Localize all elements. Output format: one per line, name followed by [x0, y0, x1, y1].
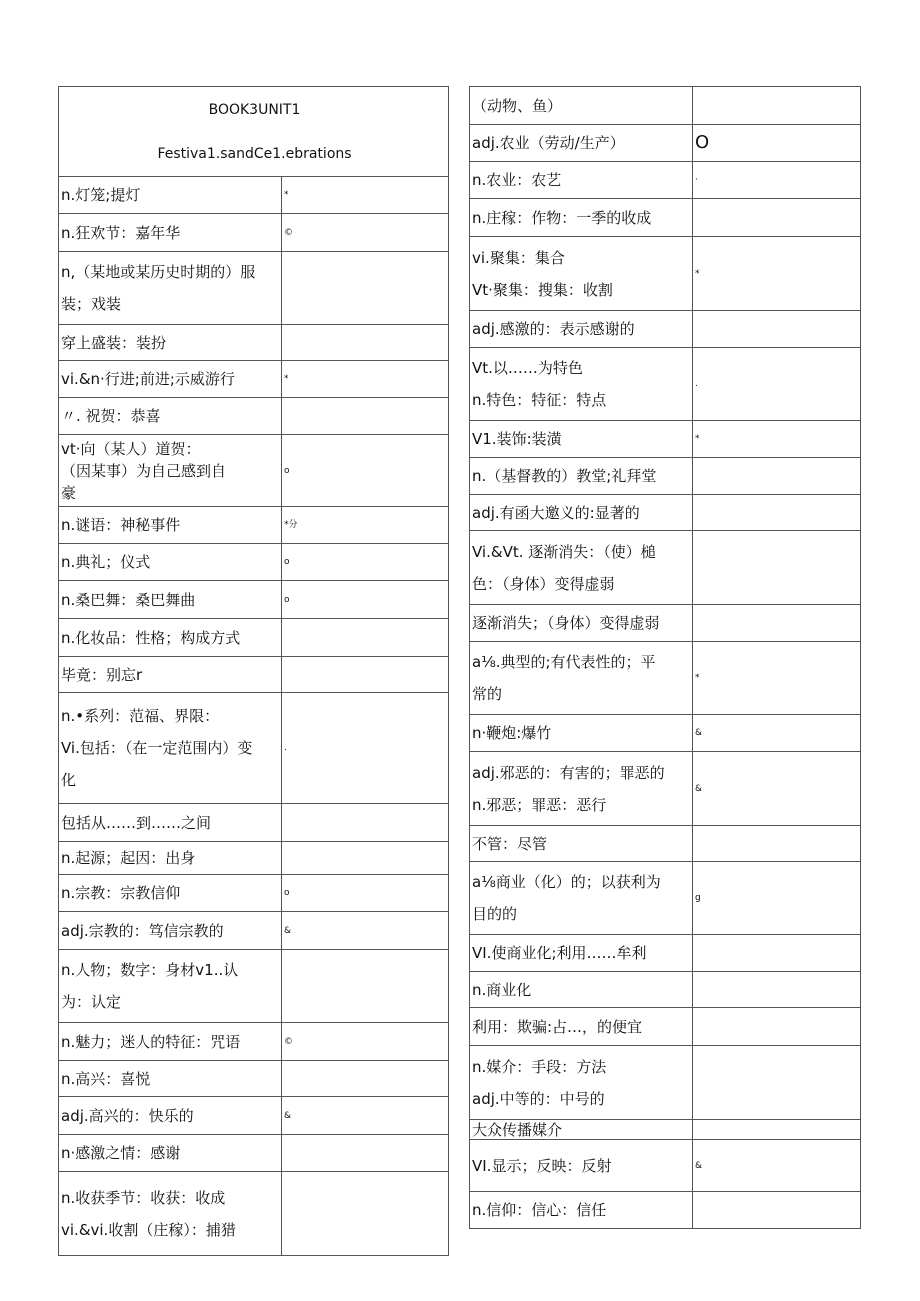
mark-cell: & — [282, 912, 449, 950]
mark-cell — [693, 495, 861, 531]
vocab-table-right — [469, 86, 861, 1229]
table-row — [59, 581, 449, 619]
term-cell — [470, 458, 693, 495]
mark-cell: o — [282, 581, 449, 619]
table-row — [470, 935, 861, 972]
term-cell — [470, 1046, 693, 1120]
term-line: 〃. 祝贺：恭喜 — [61, 407, 161, 425]
mark-cell — [693, 826, 861, 862]
term-cell — [59, 252, 282, 325]
table-row — [470, 1140, 861, 1192]
mark-cell — [282, 842, 449, 875]
table-row — [470, 87, 861, 125]
table-row — [59, 325, 449, 361]
term-cell — [59, 581, 282, 619]
table-row — [59, 252, 449, 325]
table-row — [470, 237, 861, 311]
mark-cell — [282, 619, 449, 657]
table-row — [59, 1097, 449, 1135]
table-row — [470, 1046, 861, 1120]
mark-cell: O — [693, 125, 861, 162]
term-cell — [59, 842, 282, 875]
term-cell — [470, 642, 693, 715]
term-cell — [470, 421, 693, 458]
mark-cell: * — [693, 421, 861, 458]
table-row — [59, 804, 449, 842]
term-cell — [59, 1061, 282, 1097]
term-line: n.特色：特征：特点 — [472, 391, 607, 409]
term-line: Vi.包括：（在一定范围内）变 — [61, 739, 253, 757]
table-row — [59, 619, 449, 657]
mark-cell: · — [693, 162, 861, 199]
term-cell — [470, 1192, 693, 1229]
term-cell — [470, 605, 693, 642]
term-cell — [59, 657, 282, 693]
term-line: n.商业化 — [472, 980, 532, 999]
term-line: Vt·聚集：搜集：收割 — [472, 280, 613, 299]
term-cell — [470, 125, 693, 162]
mark-cell: . — [282, 693, 449, 804]
mark-cell: * — [693, 642, 861, 715]
mark-cell: o — [282, 875, 449, 912]
term-line: Vt.以……为特色 — [472, 359, 583, 377]
table-row — [470, 1120, 861, 1140]
term-line: adj.中等的：中号的 — [472, 1089, 605, 1108]
table-row — [470, 826, 861, 862]
term-cell — [470, 311, 693, 348]
mark-cell — [693, 972, 861, 1008]
table-row — [59, 950, 449, 1023]
table-row — [59, 842, 449, 875]
term-line: 色：（身体）变得虚弱 — [472, 574, 615, 593]
term-line: adj.高兴的：快乐的 — [61, 1106, 194, 1125]
mark-cell: g — [693, 862, 861, 935]
term-cell — [59, 435, 282, 507]
term-cell — [59, 544, 282, 581]
table-row — [470, 752, 861, 826]
term-line: adj.农业（劳动/生产） — [472, 134, 625, 152]
term-cell — [59, 875, 282, 912]
mark-cell: & — [693, 715, 861, 752]
term-line: n.高兴：喜悦 — [61, 1069, 151, 1088]
term-cell — [470, 495, 693, 531]
term-line: 包括从……到……之间 — [61, 813, 212, 832]
table-row — [470, 495, 861, 531]
term-line: n·感激之情：感谢 — [61, 1144, 181, 1162]
mark-cell — [282, 1172, 449, 1256]
term-line: a⅛商业（化）的；以获利为 — [472, 873, 661, 891]
term-line: n.信仰：信心：信任 — [472, 1201, 607, 1219]
term-cell — [470, 87, 693, 125]
mark-cell: * — [282, 177, 449, 214]
mark-cell — [282, 325, 449, 361]
term-line: vi.&vi.收割（庄稼）：捕猎 — [61, 1220, 236, 1239]
table-row — [59, 435, 449, 507]
mark-cell — [693, 87, 861, 125]
term-line: n.邪恶；罪恶：恶行 — [472, 795, 607, 814]
term-cell — [470, 972, 693, 1008]
mark-cell — [282, 804, 449, 842]
term-line: n.媒介：手段：方法 — [472, 1057, 607, 1076]
term-line: n.人物；数字：身材v1..认 — [61, 961, 239, 979]
mark-cell — [282, 1135, 449, 1172]
table-row — [59, 1172, 449, 1256]
term-line: adj.有函大邀义的:显著的 — [472, 503, 640, 522]
term-line: （因某事）为自己感到自 — [61, 461, 227, 480]
table-row — [59, 544, 449, 581]
term-cell — [470, 935, 693, 972]
term-line: VI.使商业化;利用……牟利 — [472, 944, 647, 962]
mark-cell — [693, 1008, 861, 1046]
term-cell — [59, 1172, 282, 1256]
term-cell — [59, 398, 282, 435]
term-line: 目的的 — [472, 905, 518, 923]
term-line: vi.&n·行进;前进;示威游行 — [61, 370, 235, 388]
table-row — [59, 1023, 449, 1061]
term-line: 穿上盛装：装扮 — [61, 333, 167, 352]
term-line: n.（基督教的）教堂;礼拜堂 — [472, 467, 657, 485]
term-line: 毕竟：别忘r — [61, 665, 143, 684]
term-line: n·鞭炮:爆竹 — [472, 724, 552, 742]
term-cell — [59, 1023, 282, 1061]
term-cell — [59, 1097, 282, 1135]
mark-cell — [693, 199, 861, 237]
mark-cell: & — [693, 1140, 861, 1192]
table-row — [59, 1061, 449, 1097]
table-row — [470, 605, 861, 642]
term-cell — [470, 826, 693, 862]
table-row — [470, 162, 861, 199]
mark-cell — [693, 1192, 861, 1229]
table-row — [470, 458, 861, 495]
term-line: VI.显示；反映：反射 — [472, 1156, 612, 1175]
term-cell — [470, 752, 693, 826]
table-row — [59, 177, 449, 214]
term-line: （动物、鱼） — [472, 96, 563, 115]
table-row — [59, 1135, 449, 1172]
mark-cell — [693, 531, 861, 605]
term-cell — [470, 862, 693, 935]
mark-cell: * — [693, 237, 861, 311]
term-line: n.宗教：宗教信仰 — [61, 884, 181, 902]
mark-cell — [282, 950, 449, 1023]
table-row — [470, 972, 861, 1008]
table-row — [59, 214, 449, 252]
table-row — [470, 311, 861, 348]
mark-cell: . — [693, 348, 861, 421]
term-cell — [470, 1120, 693, 1140]
mark-cell — [282, 1061, 449, 1097]
mark-cell: o — [282, 544, 449, 581]
term-cell — [59, 950, 282, 1023]
term-line: n.•系列：范福、界限： — [61, 707, 220, 725]
term-line: n.狂欢节：嘉年华 — [61, 223, 181, 242]
term-cell — [470, 237, 693, 311]
term-cell — [59, 912, 282, 950]
mark-cell: * — [282, 361, 449, 398]
table-row — [470, 642, 861, 715]
term-cell — [59, 325, 282, 361]
table-row — [470, 862, 861, 935]
mark-cell: *分 — [282, 507, 449, 544]
term-line: adj.邪恶的：有害的；罪恶的 — [472, 763, 665, 782]
term-cell — [59, 177, 282, 214]
term-cell — [59, 361, 282, 398]
table-row — [470, 715, 861, 752]
mark-cell: & — [693, 752, 861, 826]
term-line: V1.装饰:装潢 — [472, 430, 562, 448]
term-line: 利用：欺骗:占…，的便宜 — [472, 1017, 643, 1036]
table-row — [470, 125, 861, 162]
term-line: n.桑巴舞：桑巴舞曲 — [61, 590, 196, 609]
mark-cell — [693, 458, 861, 495]
term-cell — [59, 214, 282, 252]
unit-title: BOOK3UNIT1 — [208, 101, 301, 118]
term-line: 为：认定 — [61, 993, 122, 1011]
term-line: 豪 — [61, 483, 77, 502]
table-row — [59, 507, 449, 544]
term-line: vi.聚集：集合 — [472, 248, 565, 267]
term-line: vt·向（某人）道贺： — [61, 439, 201, 458]
term-line: n.收获季节：收获：收成 — [61, 1188, 226, 1207]
mark-cell: © — [282, 1023, 449, 1061]
vocab-table-left — [58, 86, 449, 1256]
term-line: 化 — [61, 771, 77, 789]
mark-cell — [282, 398, 449, 435]
term-line: 常的 — [472, 685, 503, 703]
mark-cell — [693, 935, 861, 972]
term-line: n.庄稼：作物：一季的收成 — [472, 208, 652, 227]
term-line: n.化妆品：性格；构成方式 — [61, 628, 241, 647]
term-line: n.起源；起因：出身 — [61, 848, 196, 867]
table-row — [470, 199, 861, 237]
table-row — [470, 1192, 861, 1229]
term-line: n.谜语：神秘事件 — [61, 516, 181, 534]
term-cell — [59, 507, 282, 544]
table-row — [470, 1008, 861, 1046]
term-line: n.魅力；迷人的特征：咒语 — [61, 1032, 241, 1051]
table-row — [470, 531, 861, 605]
table-row — [470, 348, 861, 421]
term-line: n.农业：农艺 — [472, 171, 562, 189]
table-row — [59, 398, 449, 435]
mark-cell — [693, 605, 861, 642]
term-line: a⅛.典型的;有代表性的；平 — [472, 653, 656, 671]
term-cell — [470, 1140, 693, 1192]
term-cell — [470, 715, 693, 752]
mark-cell — [693, 1046, 861, 1120]
term-line: n.典礼；仪式 — [61, 553, 151, 571]
term-line: n,（某地或某历史时期的）服 — [61, 263, 256, 281]
term-line: 不管：尽管 — [472, 834, 548, 853]
mark-cell: & — [282, 1097, 449, 1135]
term-cell — [59, 1135, 282, 1172]
term-line: Vi.&Vt. 逐渐消失：（使）槌 — [472, 542, 656, 561]
mark-cell — [282, 657, 449, 693]
mark-cell — [282, 252, 449, 325]
term-cell — [470, 162, 693, 199]
mark-cell: o — [282, 435, 449, 507]
term-line: 逐渐消失；（身体）变得虚弱 — [472, 614, 660, 632]
term-line: 装；戏装 — [61, 295, 122, 313]
term-cell — [59, 804, 282, 842]
term-cell — [470, 531, 693, 605]
table-row — [59, 361, 449, 398]
mark-cell — [693, 311, 861, 348]
term-line: adj.感激的：表示感谢的 — [472, 320, 635, 338]
table-row — [59, 875, 449, 912]
term-cell — [59, 693, 282, 804]
term-line: 大众传播媒介 — [472, 1120, 563, 1139]
term-line: adj.宗教的：笃信宗教的 — [61, 921, 224, 940]
term-cell — [470, 1008, 693, 1046]
term-line: n.灯笼;提灯 — [61, 186, 141, 204]
mark-cell — [693, 1120, 861, 1140]
table-row — [59, 912, 449, 950]
mark-cell: © — [282, 214, 449, 252]
table-row — [59, 693, 449, 804]
table-header — [59, 87, 449, 177]
term-cell — [470, 348, 693, 421]
term-cell — [59, 619, 282, 657]
term-cell — [470, 199, 693, 237]
unit-subtitle: Festiva1.sandCe1.ebrations — [157, 145, 352, 162]
table-row — [59, 657, 449, 693]
table-row — [470, 421, 861, 458]
